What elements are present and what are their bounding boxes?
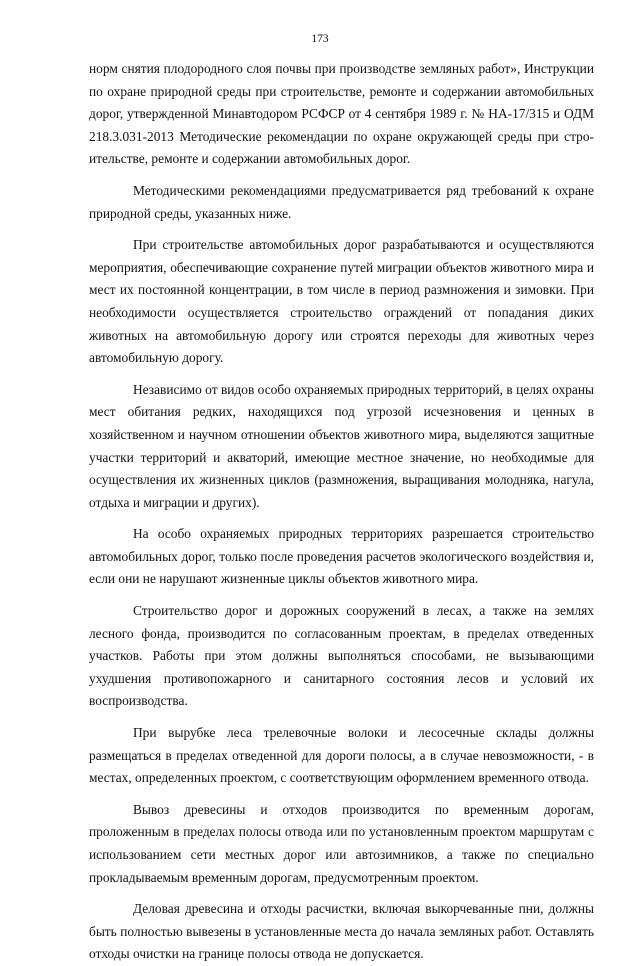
paragraph-timber-removal: Вывоз древесины и отходов производится по временным дорогам, проложенным в пределах полосы отвода или по установленным проектом маршрутам с использованием сети местных дорог или автозимников, а также по специально прокладываемым временным дорогам, предусмотренным проектом. [89,801,594,885]
paragraph-logging-placement: При вырубке леса трелевочные волоки и лесосечные склады должны размещаться в пределах отведенной для дороги полосы, а в случае невозможности, - в местах, определенных проектом, с соответствующим оформлением временного отвода. [89,725,594,786]
paragraph-continuation: норм снятия плодородного слоя почвы при производстве земляных работ», Инструкции по охране природной среды при строительстве, ремонте и содержании автомобильных дорог, утвержденной Минавтодором РСФСР от 4 сентября 1989 г. № НА-17/315 и ОДМ 218.3.031-2013 Методические рекомендации по охране окружающей среды при строительстве, ремонте и содержании автомобильных дорог. [89,61,594,167]
document-body [89,58,594,966]
paragraph-requirements-intro: Методическими рекомендациями предусматривается ряд требований к охране природной среды, указанных ниже. [89,182,594,221]
paragraph-clearing-waste: Деловая древесина и отходы расчистки, включая выкорчеванные пни, должны быть полностью вывезены в установленные места до начала земляных работ. Оставлять отходы очистки на границе полосы отвода не допускается. [89,901,594,962]
paragraph-migration-paths: При строительстве автомобильных дорог разрабатываются и осуществляются мероприятия, обеспечивающие сохранение путей миграции объектов животного мира и мест их постоянной концентрации, в том числе в период размножения и зимовки. При необходимости осуществляется строительство ограждений от попадания диких животных на автомобильную дорогу или строятся переходы для животных через автомобильную дорогу. [89,237,594,366]
paragraph-protected-areas: Независимо от видов особо охраняемых природных территорий, в целях охраны мест обитания редких, находящихся под угрозой исчезновения и ценных в хозяйственном и научном отношении объектов животного мира, выделяются защитные участки территорий и акваторий, имеющие местное значение, но необходимые для осуществления их жизненных циклов (размножения, выращивания молодняка, нагула, отдыха и миграции и других). [89,381,594,510]
page-number: 173 [311,33,329,45]
paragraph-forest-construction: Строительство дорог и дорожных сооружений в лесах, а также на землях лесного фонда, производится по согласованным проектам, в пределах отведенных участков. Работы при этом должны выполняться способами, не вызывающими ухудшения противопожарного и санитарного состояния лесов и условий их воспроизводства. [89,603,594,709]
paragraph-ecological-assessment: На особо охраняемых природных территориях разрешается строительство автомобильных дорог, только после проведения расчетов экологического воздействия и, если они не нарушают жизненные циклы объектов животного мира. [89,526,594,587]
